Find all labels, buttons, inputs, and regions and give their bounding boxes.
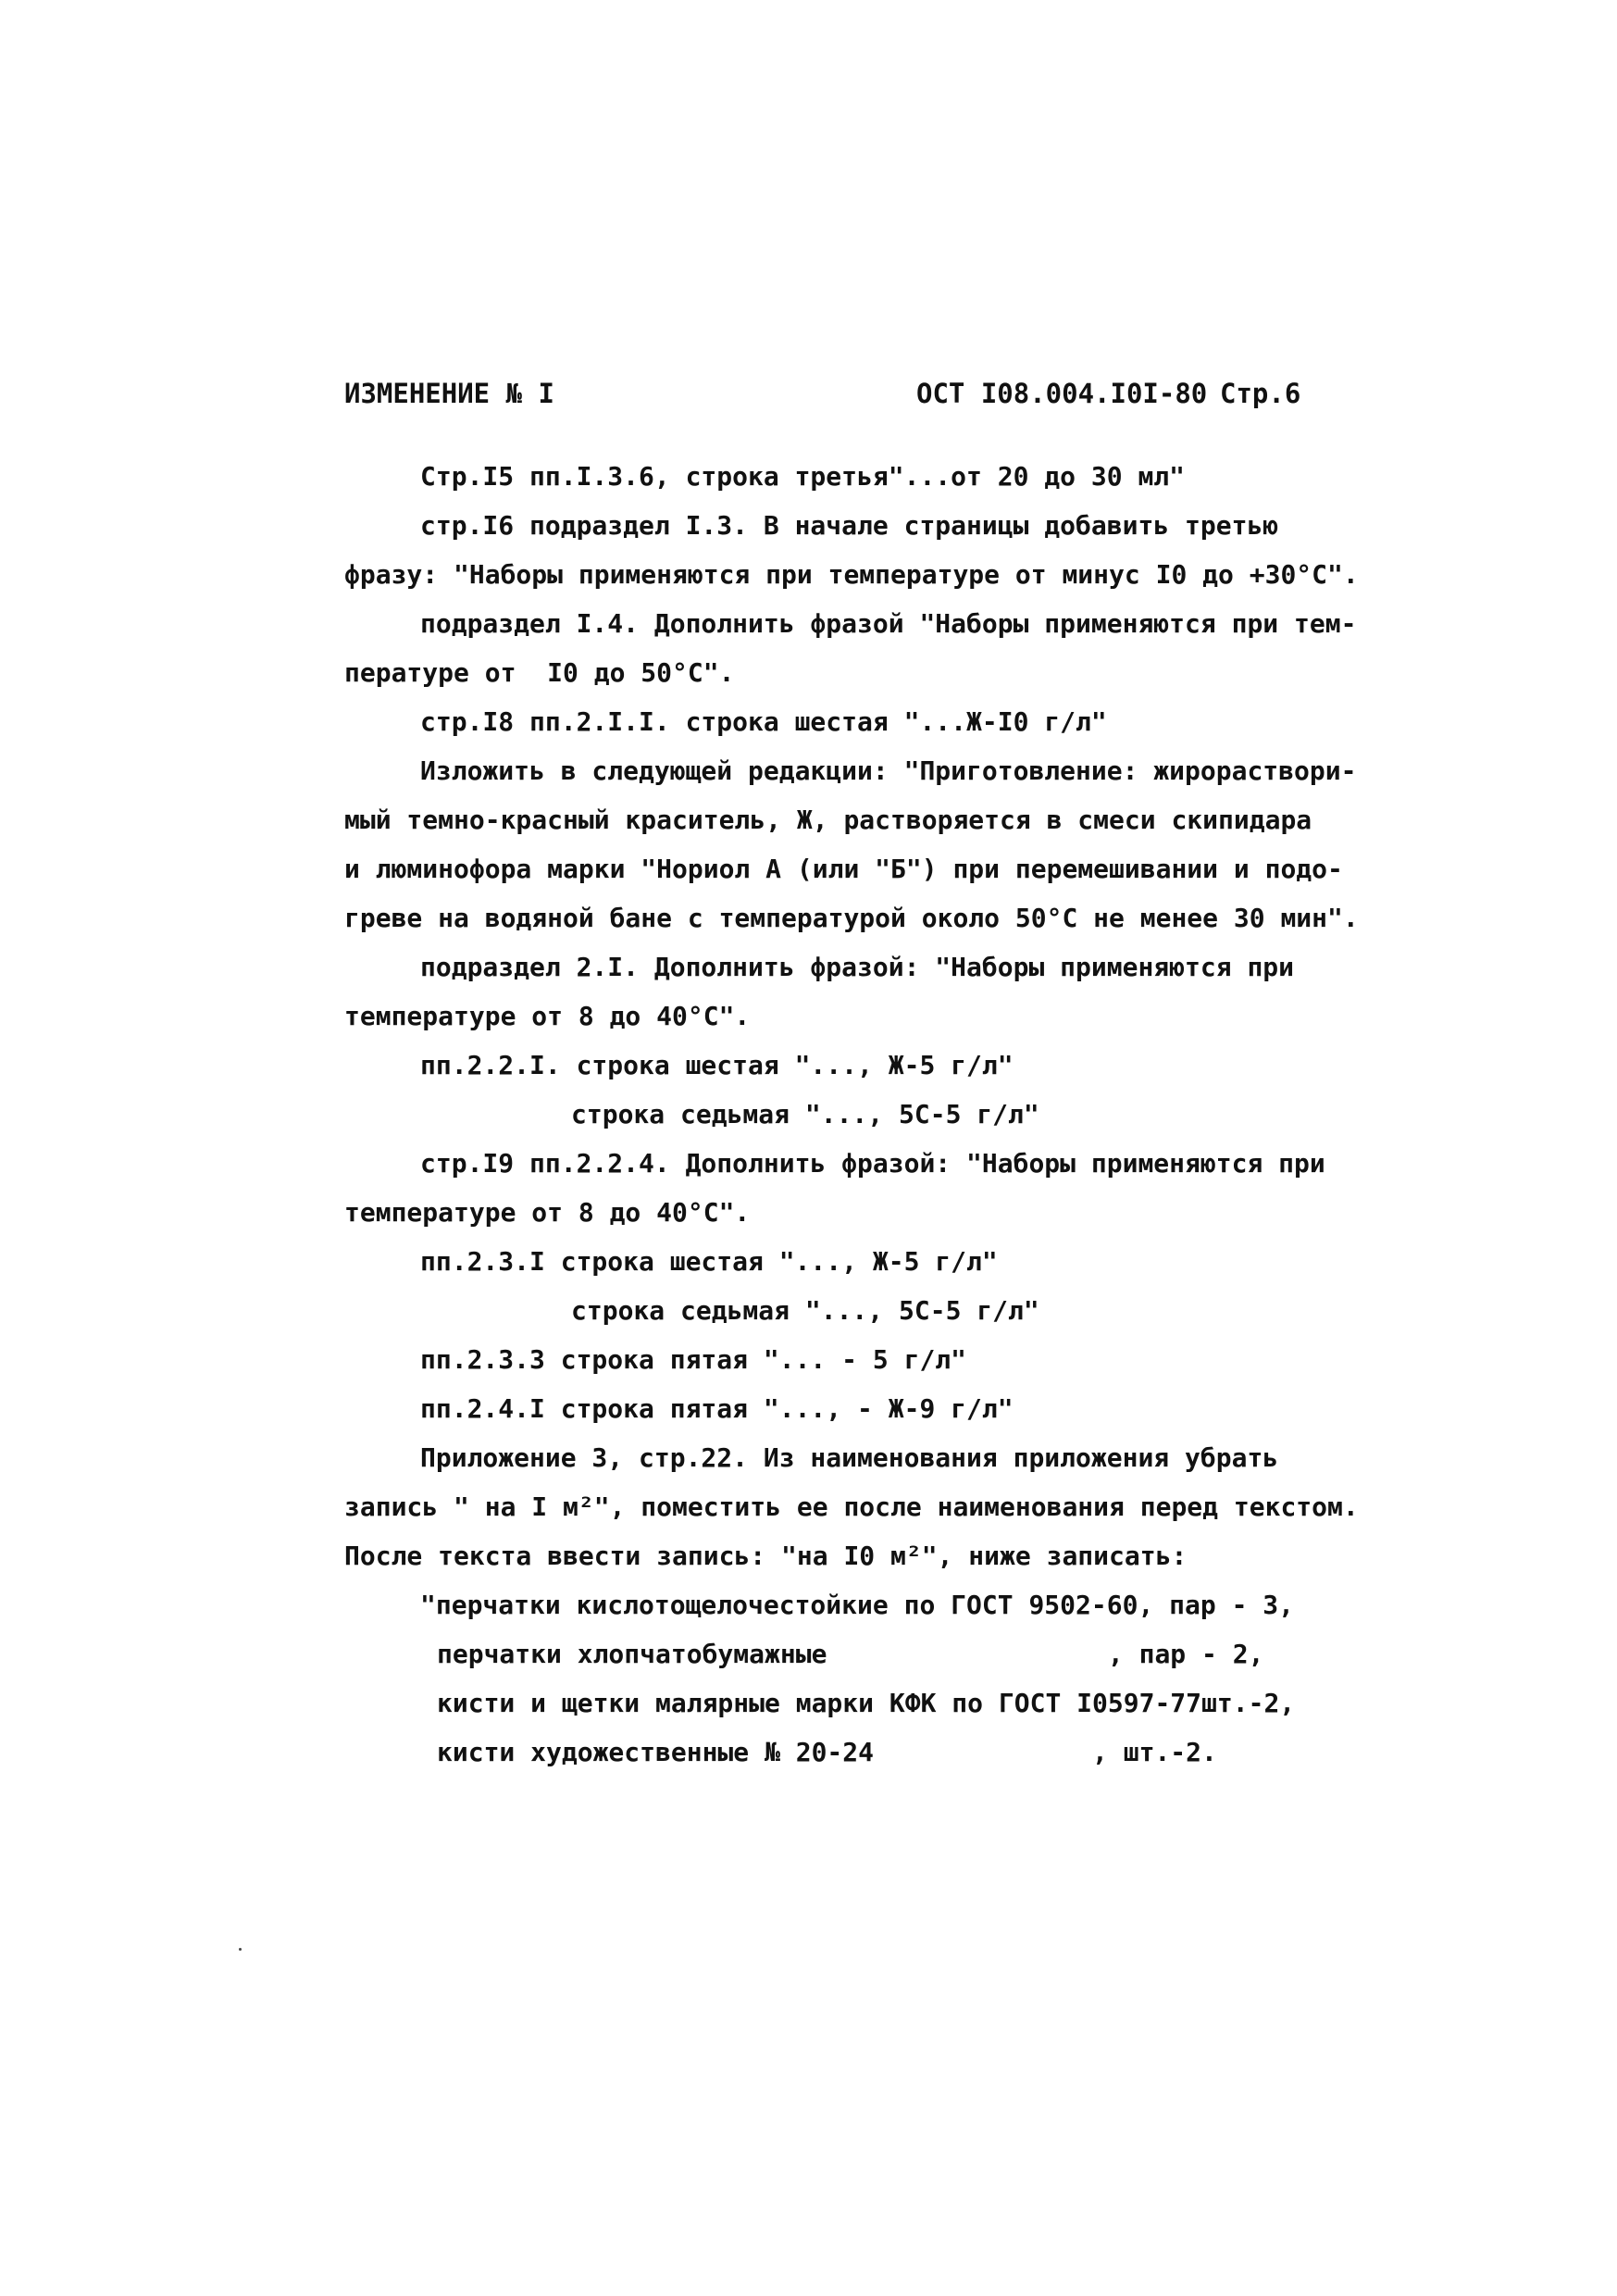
text-line: пп.2.3.I строка шестая "..., Ж-5 г/л" [420, 1246, 998, 1277]
text-line: Стр.I5 пп.I.3.6, строка третья"...от 20 до 30 мл" [420, 461, 1186, 492]
text-line: кисти и щетки малярные марки КФК по ГОСТ I0597-77шт.-2, [437, 1688, 1296, 1718]
text-line: запись " на I м²", поместить ее после наименования перед текстом. [344, 1491, 1359, 1522]
text-line: греве на водяной бане с температурой около 50°С не менее 30 мин". [344, 903, 1359, 933]
text-line: подраздел 2.I. Дополнить фразой: "Наборы применяются при [420, 952, 1295, 982]
text-line: Приложение 3, стр.22. Из наименования приложения убрать [420, 1442, 1279, 1473]
text-line: и люминофора марки "Нориол А (или "Б") при перемешивании и подо- [344, 854, 1343, 884]
text-line: пп.2.4.I строка пятая "..., - Ж-9 г/л" [420, 1393, 1014, 1424]
change-number: ИЗМЕНЕНИЕ № I [344, 378, 554, 409]
document-code: ОСТ I08.004.I0I-80 [916, 378, 1208, 409]
text-line: фразу: "Наборы применяются при температуре от минус I0 до +30°С". [344, 559, 1359, 590]
text-line: стр.I6 подраздел I.3. В начале страницы добавить третью [420, 510, 1279, 541]
scan-speck [239, 1948, 242, 1951]
text-line: пп.2.2.I. строка шестая "..., Ж-5 г/л" [420, 1050, 1014, 1080]
text-line: стр.I8 пп.2.I.I. строка шестая "...Ж-I0 г/л" [420, 706, 1107, 737]
text-line: строка седьмая "..., 5С-5 г/л" [571, 1099, 1039, 1129]
text-line: подраздел I.4. Дополнить фразой "Наборы применяются при тем- [420, 608, 1357, 639]
document-body [344, 452, 1359, 1777]
text-line: "перчатки кислотощелочестойкие по ГОСТ 9502-60, пар - 3, [420, 1590, 1295, 1620]
page-number: Стр.6 [1220, 378, 1301, 409]
text-line: Изложить в следующей редакции: "Приготовление: жирораствори- [420, 755, 1357, 786]
text-line: пп.2.3.3 строка пятая "... - 5 г/л" [420, 1344, 967, 1375]
text-line: пературе от I0 до 50°С". [344, 657, 735, 688]
text-line: температуре от 8 до 40°С". [344, 1001, 751, 1031]
page-header [344, 378, 1311, 422]
text-line: мый темно-красный краситель, Ж, растворяется в смеси скипидара [344, 805, 1312, 835]
text-line: строка седьмая "..., 5С-5 г/л" [571, 1295, 1039, 1326]
text-line: стр.I9 пп.2.2.4. Дополнить фразой: "Наборы применяются при [420, 1148, 1325, 1179]
text-line: температуре от 8 до 40°С". [344, 1197, 751, 1228]
text-line: После текста ввести запись: "на I0 м²", ниже записать: [344, 1541, 1188, 1571]
text-line: кисти художественные № 20-24 , шт.-2. [437, 1737, 1217, 1767]
text-line: перчатки хлопчатобумажные , пар - 2, [437, 1639, 1264, 1669]
